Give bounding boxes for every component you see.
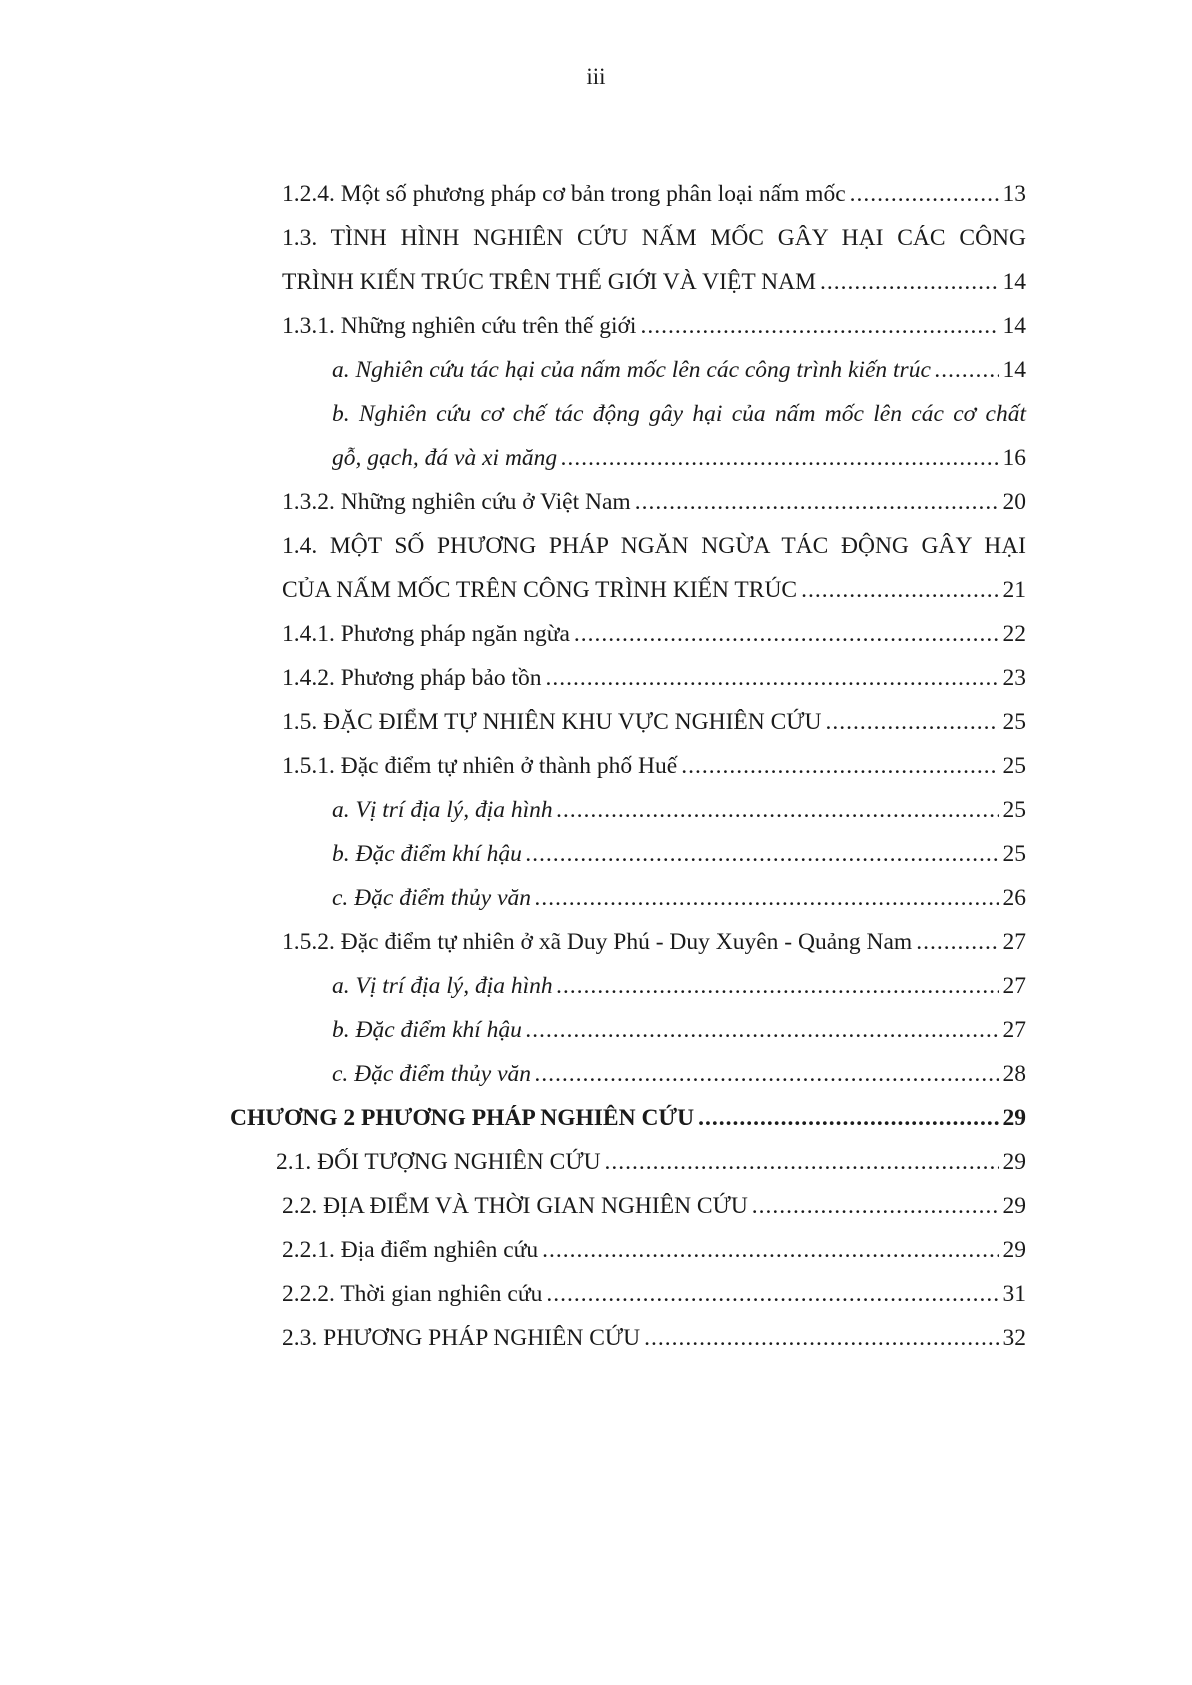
- toc-page-number: 21: [1002, 577, 1026, 603]
- toc-leader-dots: [752, 1184, 999, 1228]
- toc-page-number: 27: [1002, 973, 1026, 999]
- toc-entry-title: a. Vị trí địa lý, địa hình: [332, 797, 553, 823]
- toc-section-entry: [0, 172, 1192, 216]
- toc-leader-dots: [542, 1228, 998, 1272]
- toc-entry-title: c. Đặc điểm thủy văn: [332, 1061, 532, 1087]
- toc-subitem-entry: [0, 1052, 1192, 1096]
- toc-section-entry: [0, 920, 1192, 964]
- toc-entry-title: 2.3. PHƯƠNG PHÁP NGHIÊN CỨU: [282, 1325, 641, 1351]
- toc-leader-dots: [557, 964, 999, 1008]
- toc-row: [282, 1272, 1026, 1316]
- toc-section-entry: [0, 744, 1192, 788]
- toc-entry-title: 2.2. ĐỊA ĐIỂM VÀ THỜI GIAN NGHIÊN CỨU: [282, 1193, 748, 1219]
- toc-entry-title: 2.2.2. Thời gian nghiên cứu: [282, 1281, 543, 1307]
- toc-chapter-entry: [0, 1096, 1192, 1140]
- toc-row: [276, 1140, 1026, 1184]
- toc-leader-dots: [935, 348, 999, 392]
- toc-subitem-entry: [0, 348, 1192, 392]
- toc-entry-title: 2.1. ĐỐI TƯỢNG NGHIÊN CỨU: [276, 1149, 601, 1175]
- toc-page-number: 29: [1002, 1193, 1026, 1219]
- toc-row: [332, 1052, 1026, 1096]
- toc-section-entry: [0, 656, 1192, 700]
- toc-row: [282, 700, 1026, 744]
- toc-entry-title: 1.5. ĐẶC ĐIỂM TỰ NHIÊN KHU VỰC NGHIÊN CỨU: [282, 709, 822, 735]
- table-of-contents: [0, 172, 1192, 1360]
- toc-entry-title: 1.3.2. Những nghiên cứu ở Việt Nam: [282, 489, 631, 515]
- toc-page-number: 26: [1002, 885, 1026, 911]
- toc-section-entry: [0, 304, 1192, 348]
- toc-leader-dots: [850, 172, 999, 216]
- toc-entry-title: 1.4.2. Phương pháp bảo tồn: [282, 665, 542, 691]
- toc-page-number: 29: [1002, 1149, 1026, 1175]
- toc-entry-title: 1.5.2. Đặc điểm tự nhiên ở xã Duy Phú - Duy Xuyên - Quảng Nam: [282, 929, 913, 955]
- toc-row: [282, 656, 1026, 700]
- toc-entry-title: CỦA NẤM MỐC TRÊN CÔNG TRÌNH KIẾN TRÚC: [282, 577, 798, 603]
- toc-leader-dots: [801, 568, 998, 612]
- toc-leader-dots: [526, 832, 999, 876]
- toc-leader-dots: [535, 1052, 998, 1096]
- toc-entry-title: b. Nghiên cứu cơ chế tác động gây hại của nấm mốc lên các cơ chất: [332, 401, 1026, 427]
- toc-entry-title: 1.4. MỘT SỐ PHƯƠNG PHÁP NGĂN NGỪA TÁC ĐỘNG GÂY HẠI: [282, 533, 1026, 559]
- toc-entry-title: b. Đặc điểm khí hậu: [332, 1017, 522, 1043]
- toc-page-number: 14: [1002, 269, 1026, 295]
- toc-row: [332, 788, 1026, 832]
- toc-row: [282, 744, 1026, 788]
- toc-leader-dots: [535, 876, 998, 920]
- toc-page-number: 31: [1002, 1281, 1026, 1307]
- toc-row: [282, 480, 1026, 524]
- toc-page-number: 14: [1002, 313, 1026, 339]
- toc-page-number: 25: [1002, 709, 1026, 735]
- toc-page-number: 27: [1002, 929, 1026, 955]
- toc-entry-title: 1.5.1. Đặc điểm tự nhiên ở thành phố Huế: [282, 753, 678, 779]
- toc-page-number: 29: [1002, 1237, 1026, 1263]
- toc-row: [282, 568, 1026, 612]
- toc-row: [332, 436, 1026, 480]
- toc-row: [282, 260, 1026, 304]
- toc-row: [282, 1316, 1026, 1360]
- toc-entry-title: CHƯƠNG 2 PHƯƠNG PHÁP NGHIÊN CỨU: [230, 1105, 695, 1131]
- toc-subitem-entry: [0, 876, 1192, 920]
- toc-section-entry: [0, 700, 1192, 744]
- toc-leader-dots: [820, 260, 999, 304]
- toc-section-entry: [0, 1140, 1192, 1184]
- toc-subitem-entry: [0, 964, 1192, 1008]
- toc-subitem-entry: [0, 832, 1192, 876]
- toc-entry-title: gỗ, gạch, đá và xi măng: [332, 445, 558, 471]
- toc-row: [282, 920, 1026, 964]
- toc-page-number: 22: [1002, 621, 1026, 647]
- toc-row: [332, 964, 1026, 1008]
- toc-entry-title: b. Đặc điểm khí hậu: [332, 841, 522, 867]
- toc-page-number: 20: [1002, 489, 1026, 515]
- toc-subitem-entry: [0, 436, 1192, 480]
- toc-leader-dots: [644, 1316, 998, 1360]
- toc-section-entry: [0, 612, 1192, 656]
- toc-row: [332, 392, 1026, 436]
- toc-page-number: 32: [1002, 1325, 1026, 1351]
- page-number: iii: [586, 64, 606, 89]
- toc-section-entry: [0, 216, 1192, 260]
- toc-row: [332, 832, 1026, 876]
- toc-leader-dots: [546, 656, 999, 700]
- toc-leader-dots: [640, 304, 998, 348]
- toc-page-number: 14: [1002, 357, 1026, 383]
- toc-entry-title: c. Đặc điểm thủy văn: [332, 885, 532, 911]
- toc-section-entry: [0, 1228, 1192, 1272]
- toc-entry-title: 1.2.4. Một số phương pháp cơ bản trong phân loại nấm mốc: [282, 181, 846, 207]
- toc-row: [332, 1008, 1026, 1052]
- toc-section-entry: [0, 480, 1192, 524]
- toc-row: [282, 612, 1026, 656]
- toc-entry-title: 1.3. TÌNH HÌNH NGHIÊN CỨU NẤM MỐC GÂY HẠI CÁC CÔNG: [282, 225, 1026, 251]
- toc-section-entry: [0, 1272, 1192, 1316]
- toc-leader-dots: [546, 1272, 998, 1316]
- toc-leader-dots: [916, 920, 998, 964]
- toc-row: [282, 304, 1026, 348]
- toc-page-number: 28: [1002, 1061, 1026, 1087]
- toc-row: [282, 524, 1026, 568]
- toc-page-number: 25: [1002, 797, 1026, 823]
- toc-entry-title: 1.3.1. Những nghiên cứu trên thế giới: [282, 313, 637, 339]
- toc-section-entry: [0, 260, 1192, 304]
- toc-row: [332, 876, 1026, 920]
- toc-entry-title: a. Nghiên cứu tác hại của nấm mốc lên các công trình kiến trúc: [332, 357, 931, 383]
- toc-row: [282, 172, 1026, 216]
- toc-page-number: 25: [1002, 841, 1026, 867]
- toc-row: [230, 1096, 1026, 1140]
- toc-section-entry: [0, 1184, 1192, 1228]
- toc-subitem-entry: [0, 392, 1192, 436]
- toc-leader-dots: [526, 1008, 999, 1052]
- toc-leader-dots: [574, 612, 999, 656]
- toc-leader-dots: [635, 480, 999, 524]
- toc-leader-dots: [561, 436, 998, 480]
- toc-page-number: 13: [1002, 181, 1026, 207]
- toc-row: [282, 216, 1026, 260]
- toc-entry-title: 2.2.1. Địa điểm nghiên cứu: [282, 1237, 539, 1263]
- toc-leader-dots: [605, 1140, 999, 1184]
- toc-leader-dots: [698, 1096, 998, 1140]
- toc-section-entry: [0, 568, 1192, 612]
- toc-entry-title: 1.4.1. Phương pháp ngăn ngừa: [282, 621, 570, 647]
- toc-entry-title: a. Vị trí địa lý, địa hình: [332, 973, 553, 999]
- toc-page-number: 23: [1002, 665, 1026, 691]
- toc-page-number: 29: [1002, 1105, 1026, 1131]
- toc-subitem-entry: [0, 1008, 1192, 1052]
- toc-section-entry: [0, 524, 1192, 568]
- toc-leader-dots: [557, 788, 999, 832]
- toc-entry-title: TRÌNH KIẾN TRÚC TRÊN THẾ GIỚI VÀ VIỆT NAM: [282, 269, 816, 295]
- toc-row: [332, 348, 1026, 392]
- toc-row: [282, 1184, 1026, 1228]
- toc-leader-dots: [825, 700, 998, 744]
- toc-row: [282, 1228, 1026, 1272]
- toc-section-entry: [0, 1316, 1192, 1360]
- toc-subitem-entry: [0, 788, 1192, 832]
- toc-page-number: 27: [1002, 1017, 1026, 1043]
- toc-page-number: 25: [1002, 753, 1026, 779]
- toc-leader-dots: [681, 744, 998, 788]
- toc-page-number: 16: [1002, 445, 1026, 471]
